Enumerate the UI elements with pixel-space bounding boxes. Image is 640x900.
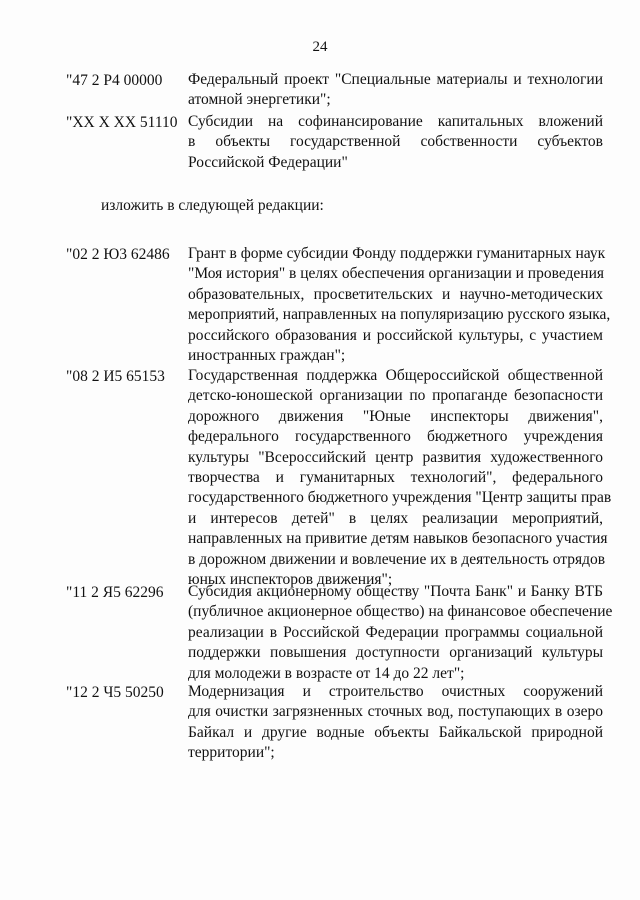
budget-code: "XX X XX 51110 (66, 114, 178, 131)
budget-code: "02 2 Ю3 62486 (66, 246, 170, 263)
budget-code: "08 2 И5 65153 (66, 368, 165, 385)
description-line: для молодежи в возрасте от 14 до 22 лет"; (188, 664, 465, 682)
budget-code: "11 2 Я5 62296 (66, 584, 164, 601)
description-line: и интересов детей" в целях реализации мероприятий, (188, 509, 603, 527)
entry-description (188, 366, 612, 590)
description-line: направленных на привитие детям навыков безопасного участия (188, 530, 608, 548)
description-line: дорожного движения "Юные инспекторы движения", (188, 407, 603, 425)
entry-description (188, 244, 611, 366)
description-line: Субсидии на софинансирование капитальных вложений (188, 113, 603, 130)
description-line: Федеральный проект "Специальные материалы и технологии (188, 71, 603, 88)
description-line: атомной энергетики"; (188, 91, 331, 109)
description-line: иностранных граждан"; (188, 347, 346, 365)
instruction-text: изложить в следующей редакции: (101, 197, 324, 214)
description-line: детско-юношеской организации по пропаганде безопасности (188, 387, 603, 405)
description-line: Российской Федерации" (188, 153, 348, 171)
description-line: (публичное акционерное общество) на финансовое обеспечение (188, 603, 613, 621)
description-line: государственного бюджетного учреждения "Центр защиты прав (188, 489, 612, 507)
description-line: территории"; (188, 744, 275, 762)
budget-code: "12 2 Ч5 50250 (66, 684, 164, 701)
description-line: Грант в форме субсидии Фонду поддержки гуманитарных наук (188, 245, 606, 262)
description-line: для очистки загрязненных сточных вод, поступающих в озеро (188, 703, 603, 721)
description-line: творчества и гуманитарных технологий", федерального (188, 469, 603, 487)
description-line: Байкал и другие водные объекты Байкальской природной (188, 723, 603, 741)
description-line: юных инспекторов движения"; (188, 571, 393, 589)
description-line: "Моя история" в целях обеспечения организации и проведения (188, 265, 604, 283)
budget-code: "47 2 Р4 00000 (66, 72, 163, 89)
entry-description (188, 70, 603, 111)
description-line: поддержки повышения доступности организаций культуры (188, 644, 603, 662)
description-line: Субсидия акционерному обществу "Почта Банк" и Банку ВТБ (188, 583, 603, 600)
entry-description (188, 582, 613, 684)
description-line: федерального государственного бюджетного учреждения (188, 428, 603, 446)
description-line: мероприятий, направленных на популяризацию русского языка, (188, 306, 611, 324)
description-line: Модернизация и строительство очистных сооружений (188, 683, 603, 700)
description-line: российского образования и российской культуры, с участием (188, 326, 603, 344)
description-line: в объекты государственной собственности субъектов (188, 133, 603, 151)
description-line: образовательных, просветительских и научно-методических (188, 285, 603, 303)
description-line: культуры "Всероссийский центр развития художественного (188, 448, 603, 466)
entry-description (188, 682, 603, 764)
description-line: в дорожном движении и вовлечение их в деятельность отрядов (188, 550, 606, 568)
description-line: Государственная поддержка Общероссийской общественной (188, 367, 603, 384)
entry-description (188, 112, 603, 173)
page-number: 24 (312, 39, 328, 55)
description-line: реализации в Российской Федерации программы социальной (188, 623, 603, 641)
